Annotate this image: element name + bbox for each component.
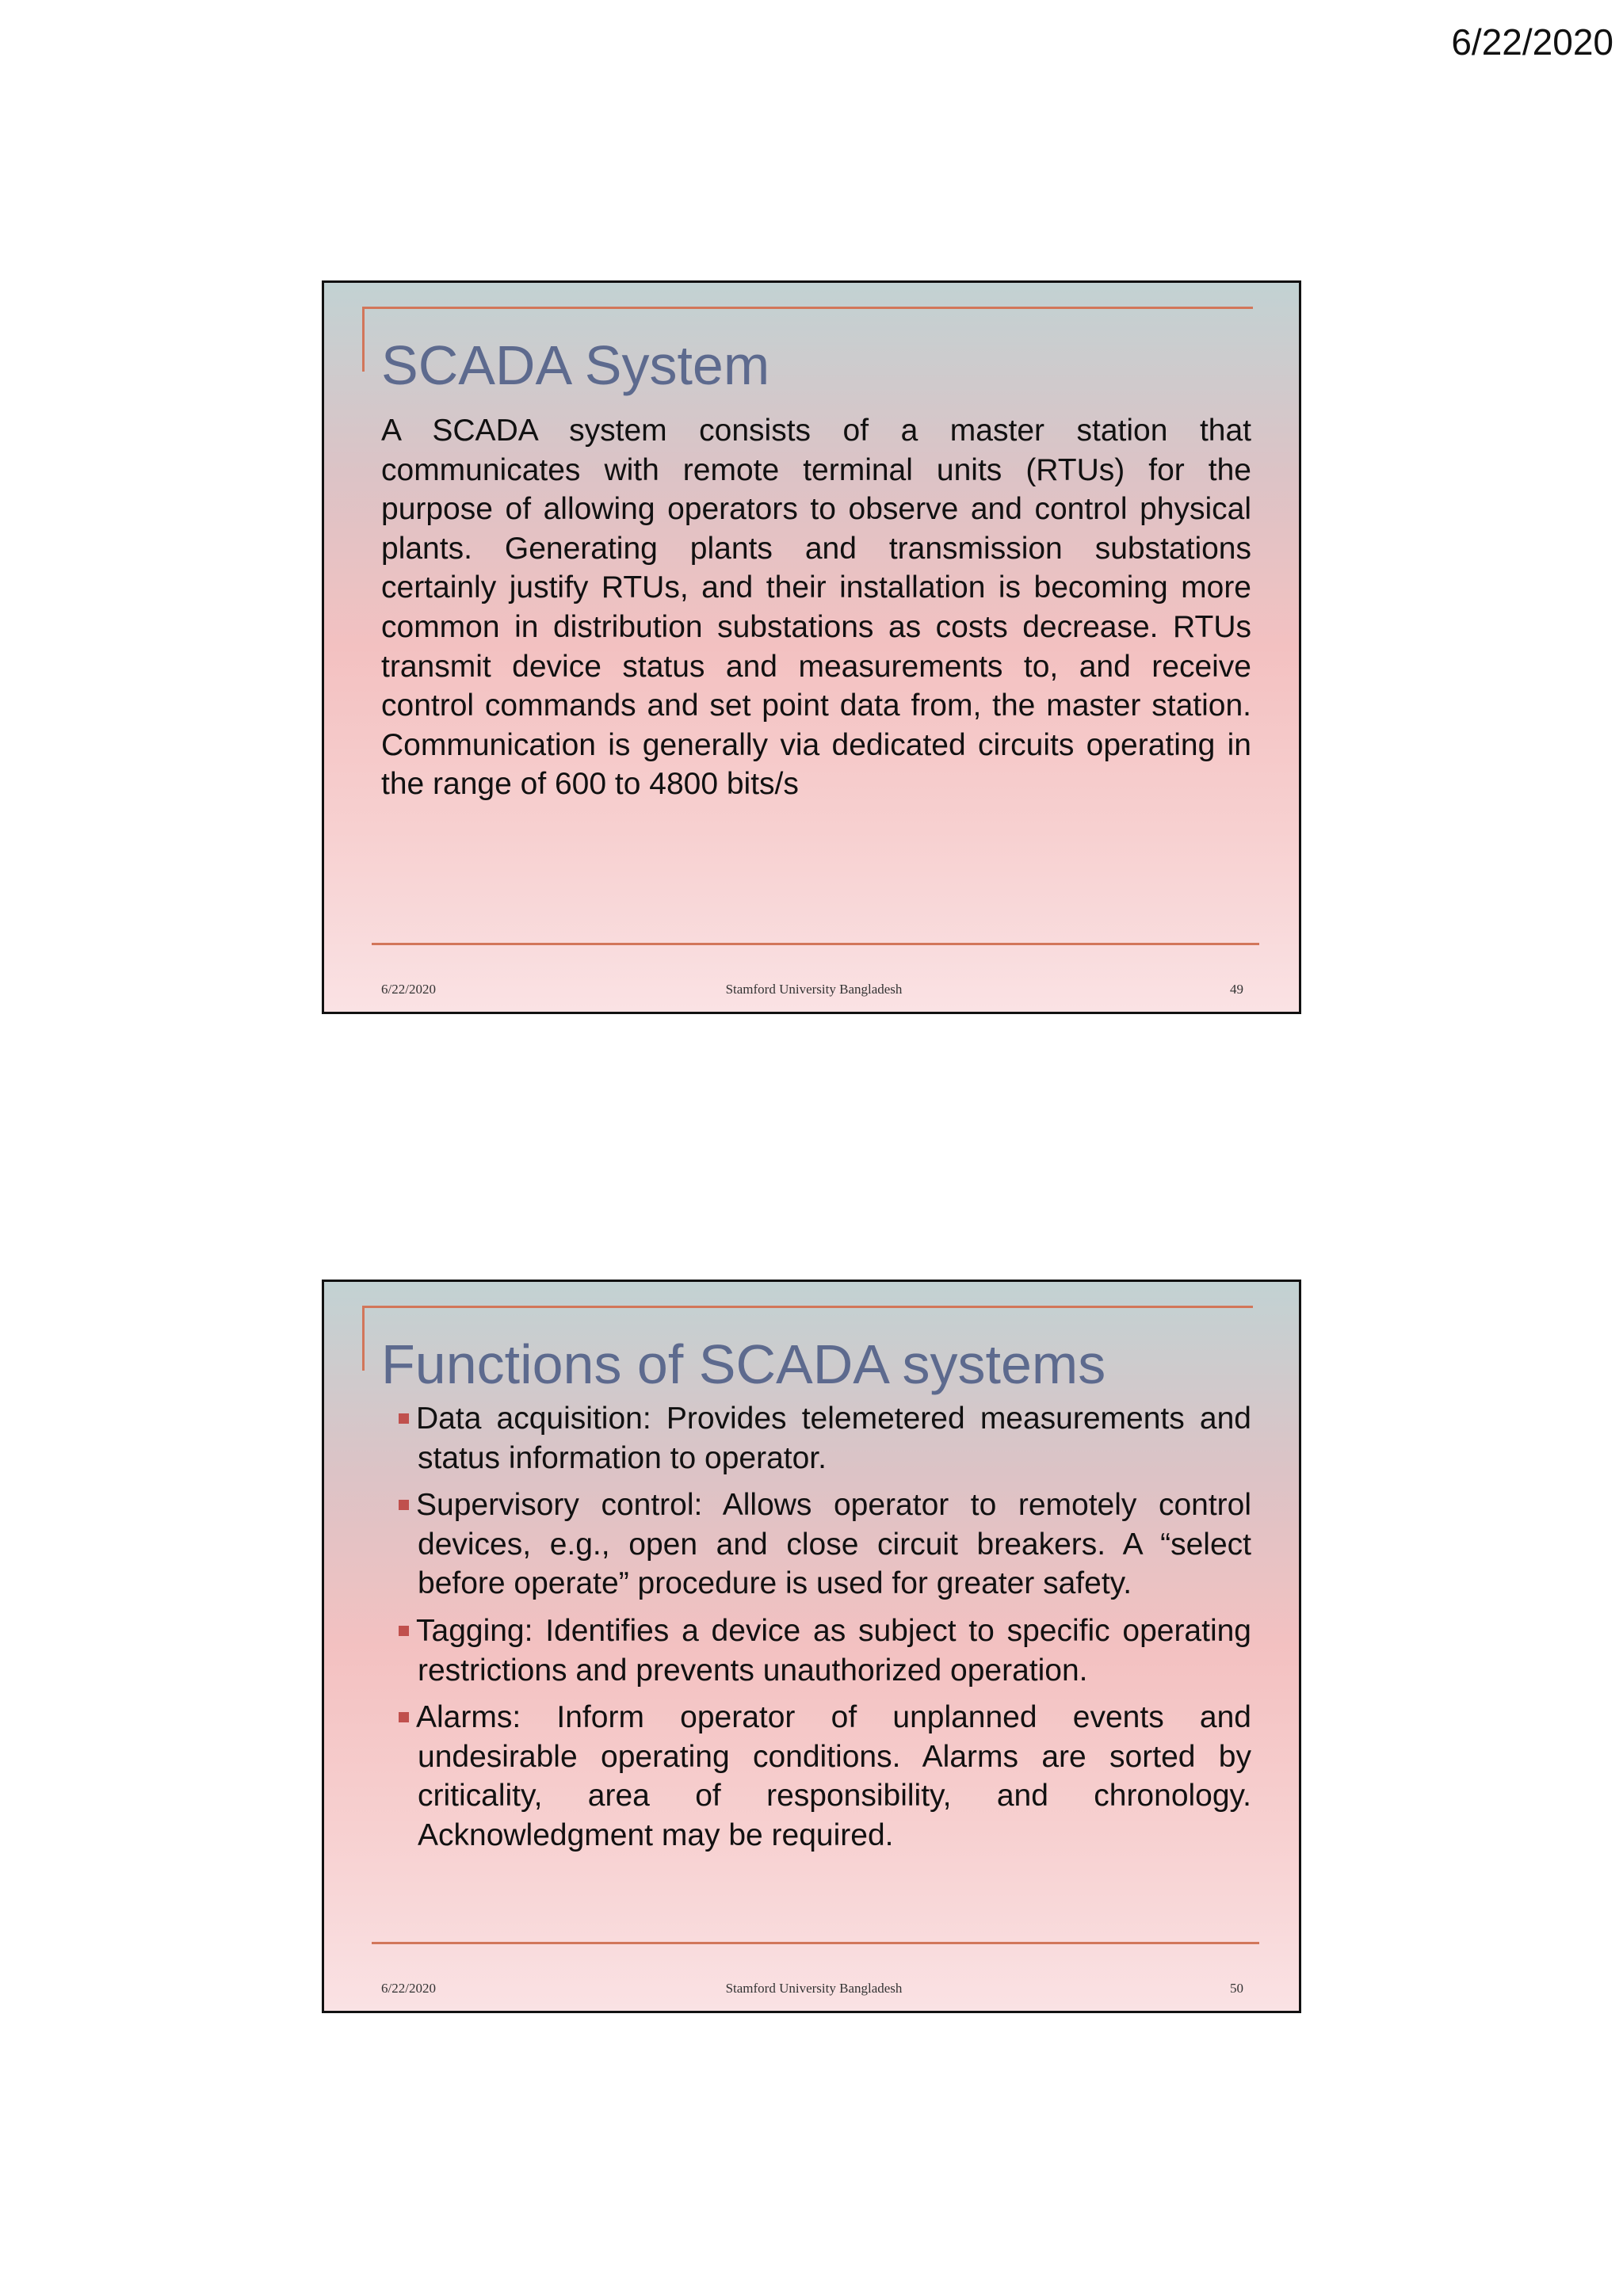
slide-frame-left-line (362, 1306, 365, 1371)
bullet-text: Alarms: Inform operator of unplanned events and undesirable operating conditions. Alarms are sorted by criticality, area of responsibility, and chronology. Acknowledgment may be required. (416, 1700, 1251, 1852)
slide-frame-top-line (362, 307, 1253, 309)
bullet-item (381, 1486, 1251, 1604)
square-bullet-icon (399, 1712, 409, 1722)
footer-organization: Stamford University Bangladesh (725, 1981, 903, 1996)
bullet-list (381, 1399, 1251, 1863)
slide-body-text: A SCADA system consists of a master station that communicates with remote terminal units (RTUs) for the purpose of allowing operators to observe and control physical plants. Generating plants and transmission substations certainly justify RTUs, and their installation is becoming more common in distribution substations as costs decrease. RTUs transmit device status and measurements to, and receive control commands and set point data from, the master station. Communication is generally via dedicated circuits operating in the range of 600 to 4800 bits/s (381, 414, 1251, 802)
bullet-item (381, 1611, 1251, 1690)
square-bullet-icon (399, 1413, 409, 1424)
footer-divider (372, 1942, 1259, 1944)
footer-organization: Stamford University Bangladesh (725, 982, 903, 997)
bullet-text: Tagging: Identifies a device as subject to specific operating restrictions and prevents unauthorized operation. (416, 1613, 1251, 1688)
footer-divider (372, 943, 1259, 945)
square-bullet-icon (399, 1500, 409, 1510)
slide-50 (322, 1280, 1301, 2013)
page-header-date: 6/22/2020 (1451, 21, 1613, 63)
bullet-item (381, 1399, 1251, 1478)
slide-title: SCADA System (381, 334, 770, 396)
footer-page-number: 49 (1230, 982, 1243, 997)
square-bullet-icon (399, 1626, 409, 1636)
footer-date: 6/22/2020 (381, 1981, 436, 1996)
slide-49 (322, 280, 1301, 1014)
slide-frame-top-line (362, 1306, 1253, 1308)
footer-page-number: 50 (1230, 1981, 1243, 1996)
bullet-text: Supervisory control: Allows operator to remotely control devices, e.g., open and close circuit breakers. A “select before operate” procedure is used for greater safety. (416, 1488, 1251, 1601)
bullet-text: Data acquisition: Provides telemetered measurements and status information to operator. (416, 1402, 1251, 1475)
bullet-item (381, 1698, 1251, 1855)
slide-title: Functions of SCADA systems (381, 1333, 1106, 1395)
footer-date: 6/22/2020 (381, 982, 436, 997)
slide-frame-left-line (362, 307, 365, 372)
